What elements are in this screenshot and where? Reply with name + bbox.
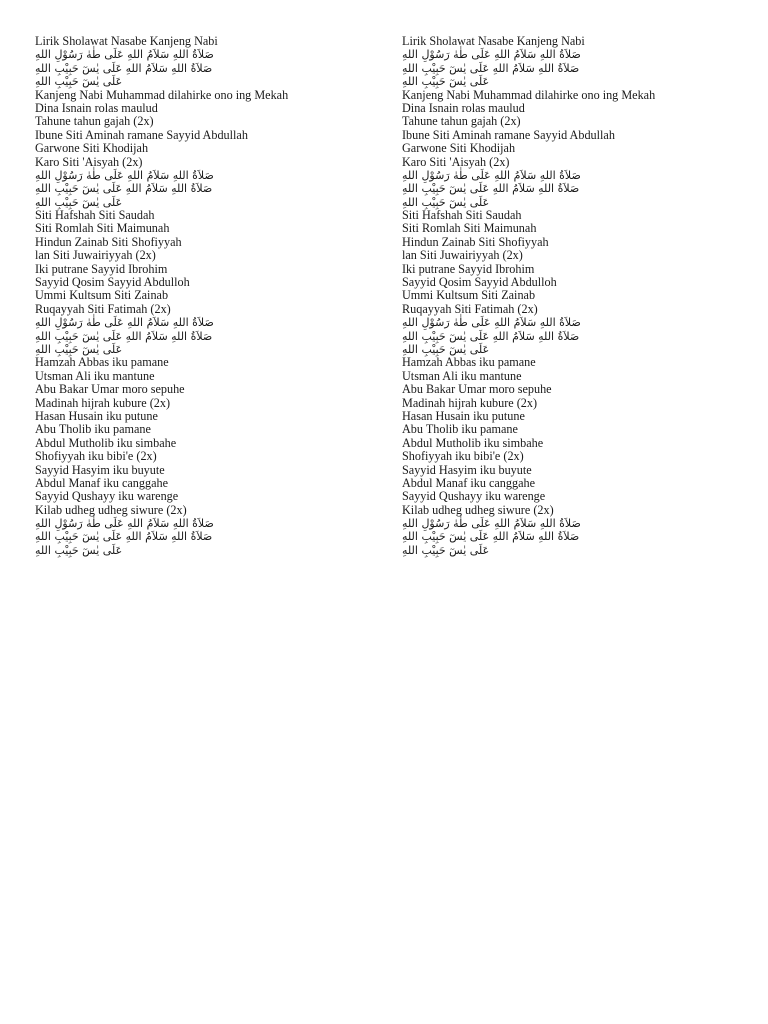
arabic-lyric-line: صَلاَةُ اللهِ سَلاَمُ اللهِ عَلَى يٰسٓ حَبِيْبِ اللهِ — [35, 329, 213, 343]
lyric-line: Siti Romlah Siti Maimunah — [402, 221, 537, 236]
lyric-line: Kanjeng Nabi Muhammad dilahirke ono ing Mekah — [402, 87, 656, 102]
arabic-lyric-line: صَلاَةُ اللهِ سَلاَمُ اللهِ عَلَى يٰسٓ حَبِيْبِ اللهِ — [402, 61, 580, 75]
lyric-line: Lirik Sholawat Nasabe Kanjeng Nabi — [35, 34, 218, 48]
lyric-line: Ruqayyah Siti Fatimah (2x) — [402, 301, 538, 316]
arabic-lyric-line: صَلاَةُ اللهِ سَلاَمُ اللهِ عَلَى طٰهٰ رَسُوْلِ اللهِ — [402, 48, 581, 62]
lyric-line: Utsman Ali iku mantune — [35, 368, 155, 383]
lyric-line: Hamzah Abbas iku pamane — [35, 355, 169, 370]
lyric-line: Sayyid Hasyim iku buyute — [402, 462, 532, 477]
lyric-line: Karo Siti 'Aisyah (2x) — [402, 154, 510, 169]
arabic-lyric-line: عَلَى يٰسٓ حَبِيْبِ اللهِ — [35, 543, 123, 557]
lyric-line: Garwone Siti Khodijah — [35, 141, 149, 156]
lyric-line: Abdul Manaf iku canggahe — [402, 475, 536, 490]
lyric-line: Sayyid Qosim Sayyid Abdulloh — [35, 275, 190, 290]
lyric-line: Ibune Siti Aminah ramane Sayyid Abdullah — [402, 127, 615, 142]
lyric-line: Hasan Husain iku putune — [402, 408, 525, 423]
lyric-line: Karo Siti 'Aisyah (2x) — [35, 154, 143, 169]
arabic-lyric-line: صَلاَةُ اللهِ سَلاَمُ اللهِ عَلَى يٰسٓ حَبِيْبِ اللهِ — [402, 530, 580, 544]
arabic-lyric-line: صَلاَةُ اللهِ سَلاَمُ اللهِ عَلَى طٰهٰ رَسُوْلِ اللهِ — [35, 168, 214, 182]
lyric-line: Abdul Mutholib iku simbahe — [35, 435, 177, 450]
lyric-line: Sayyid Hasyim iku buyute — [35, 462, 165, 477]
lyric-line: Abu Bakar Umar moro sepuhe — [35, 382, 185, 397]
lyric-line: Shofiyyah iku bibi'e (2x) — [402, 449, 524, 464]
lyric-line: Sayyid Qosim Sayyid Abdulloh — [402, 275, 557, 290]
lyric-line: Abu Tholib iku pamane — [35, 422, 151, 437]
arabic-lyric-line: صَلاَةُ اللهِ سَلاَمُ اللهِ عَلَى يٰسٓ حَبِيْبِ اللهِ — [402, 182, 580, 196]
lyric-line: Abu Bakar Umar moro sepuhe — [402, 382, 552, 397]
arabic-lyric-line: صَلاَةُ اللهِ سَلاَمُ اللهِ عَلَى طٰهٰ رَسُوْلِ اللهِ — [35, 517, 214, 531]
lyric-line: Hamzah Abbas iku pamane — [402, 355, 536, 370]
arabic-lyric-line: صَلاَةُ اللهِ سَلاَمُ اللهِ عَلَى طٰهٰ رَسُوْلِ اللهِ — [402, 316, 581, 330]
lyric-line: Kanjeng Nabi Muhammad dilahirke ono ing Mekah — [35, 87, 289, 102]
lyric-line: Hindun Zainab Siti Shofiyyah — [35, 234, 182, 249]
arabic-lyric-line: صَلاَةُ اللهِ سَلاَمُ اللهِ عَلَى طٰهٰ رَسُوْلِ اللهِ — [402, 168, 581, 182]
lyric-line: Tahune tahun gajah (2x) — [35, 114, 154, 129]
lyric-line: Siti Hafshah Siti Saudah — [402, 208, 522, 223]
arabic-lyric-line: صَلاَةُ اللهِ سَلاَمُ اللهِ عَلَى طٰهٰ رَسُوْلِ اللهِ — [35, 48, 214, 62]
arabic-lyric-line: عَلَى يٰسٓ حَبِيْبِ اللهِ — [35, 75, 123, 89]
lyric-line: Iki putrane Sayyid Ibrohim — [402, 261, 535, 276]
lyric-line: Shofiyyah iku bibi'e (2x) — [35, 449, 157, 464]
right-column — [402, 35, 732, 557]
lyric-line: Abdul Mutholib iku simbahe — [402, 435, 544, 450]
lyric-line: lan Siti Juwairiyyah (2x) — [35, 248, 156, 263]
lyric-line: lan Siti Juwairiyyah (2x) — [402, 248, 523, 263]
lyric-line: Garwone Siti Khodijah — [402, 141, 516, 156]
lyric-line: Sayyid Qushayy iku warenge — [402, 489, 546, 504]
arabic-lyric-line: عَلَى يٰسٓ حَبِيْبِ اللهِ — [35, 195, 123, 209]
arabic-lyric-line: عَلَى يٰسٓ حَبِيْبِ اللهِ — [402, 543, 490, 557]
arabic-lyric-line: صَلاَةُ اللهِ سَلاَمُ اللهِ عَلَى طٰهٰ رَسُوْلِ اللهِ — [402, 517, 581, 531]
lyric-line: Lirik Sholawat Nasabe Kanjeng Nabi — [402, 34, 585, 48]
arabic-lyric-line: صَلاَةُ اللهِ سَلاَمُ اللهِ عَلَى يٰسٓ حَبِيْبِ اللهِ — [35, 61, 213, 75]
arabic-lyric-line: صَلاَةُ اللهِ سَلاَمُ اللهِ عَلَى يٰسٓ حَبِيْبِ اللهِ — [402, 329, 580, 343]
lyric-line: Sayyid Qushayy iku warenge — [35, 489, 179, 504]
lyric-line: Dina Isnain rolas maulud — [35, 100, 158, 115]
lyric-line: Kilab udheg udheg siwure (2x) — [402, 502, 554, 517]
lyric-line: Ummi Kultsum Siti Zainab — [402, 288, 536, 303]
arabic-lyric-line: عَلَى يٰسٓ حَبِيْبِ اللهِ — [35, 342, 123, 356]
lyric-line: Hasan Husain iku putune — [35, 408, 158, 423]
arabic-lyric-line: عَلَى يٰسٓ حَبِيْبِ اللهِ — [402, 342, 490, 356]
lyric-line: Kilab udheg udheg siwure (2x) — [35, 502, 187, 517]
arabic-lyric-line: صَلاَةُ اللهِ سَلاَمُ اللهِ عَلَى طٰهٰ رَسُوْلِ اللهِ — [35, 316, 214, 330]
lyric-line: Utsman Ali iku mantune — [402, 368, 522, 383]
lyric-line: Abdul Manaf iku canggahe — [35, 475, 169, 490]
lyric-line: Tahune tahun gajah (2x) — [402, 114, 521, 129]
lyric-line: Iki putrane Sayyid Ibrohim — [35, 261, 168, 276]
arabic-lyric-line: عَلَى يٰسٓ حَبِيْبِ اللهِ — [402, 195, 490, 209]
arabic-lyric-line: صَلاَةُ اللهِ سَلاَمُ اللهِ عَلَى يٰسٓ حَبِيْبِ اللهِ — [35, 182, 213, 196]
lyric-line: Ummi Kultsum Siti Zainab — [35, 288, 169, 303]
arabic-lyric-line: عَلَى يٰسٓ حَبِيْبِ اللهِ — [402, 75, 490, 89]
lyric-line: Siti Hafshah Siti Saudah — [35, 208, 155, 223]
lyric-line: Madinah hijrah kubure (2x) — [402, 395, 538, 410]
left-column — [35, 35, 365, 557]
lyric-line: Ibune Siti Aminah ramane Sayyid Abdullah — [35, 127, 248, 142]
lyric-line: Hindun Zainab Siti Shofiyyah — [402, 234, 549, 249]
lyric-line: Abu Tholib iku pamane — [402, 422, 518, 437]
arabic-lyric-line: صَلاَةُ اللهِ سَلاَمُ اللهِ عَلَى يٰسٓ حَبِيْبِ اللهِ — [35, 530, 213, 544]
lyric-line: Ruqayyah Siti Fatimah (2x) — [35, 301, 171, 316]
lyric-line: Madinah hijrah kubure (2x) — [35, 395, 171, 410]
lyric-line: Dina Isnain rolas maulud — [402, 100, 525, 115]
lyric-line: Siti Romlah Siti Maimunah — [35, 221, 170, 236]
